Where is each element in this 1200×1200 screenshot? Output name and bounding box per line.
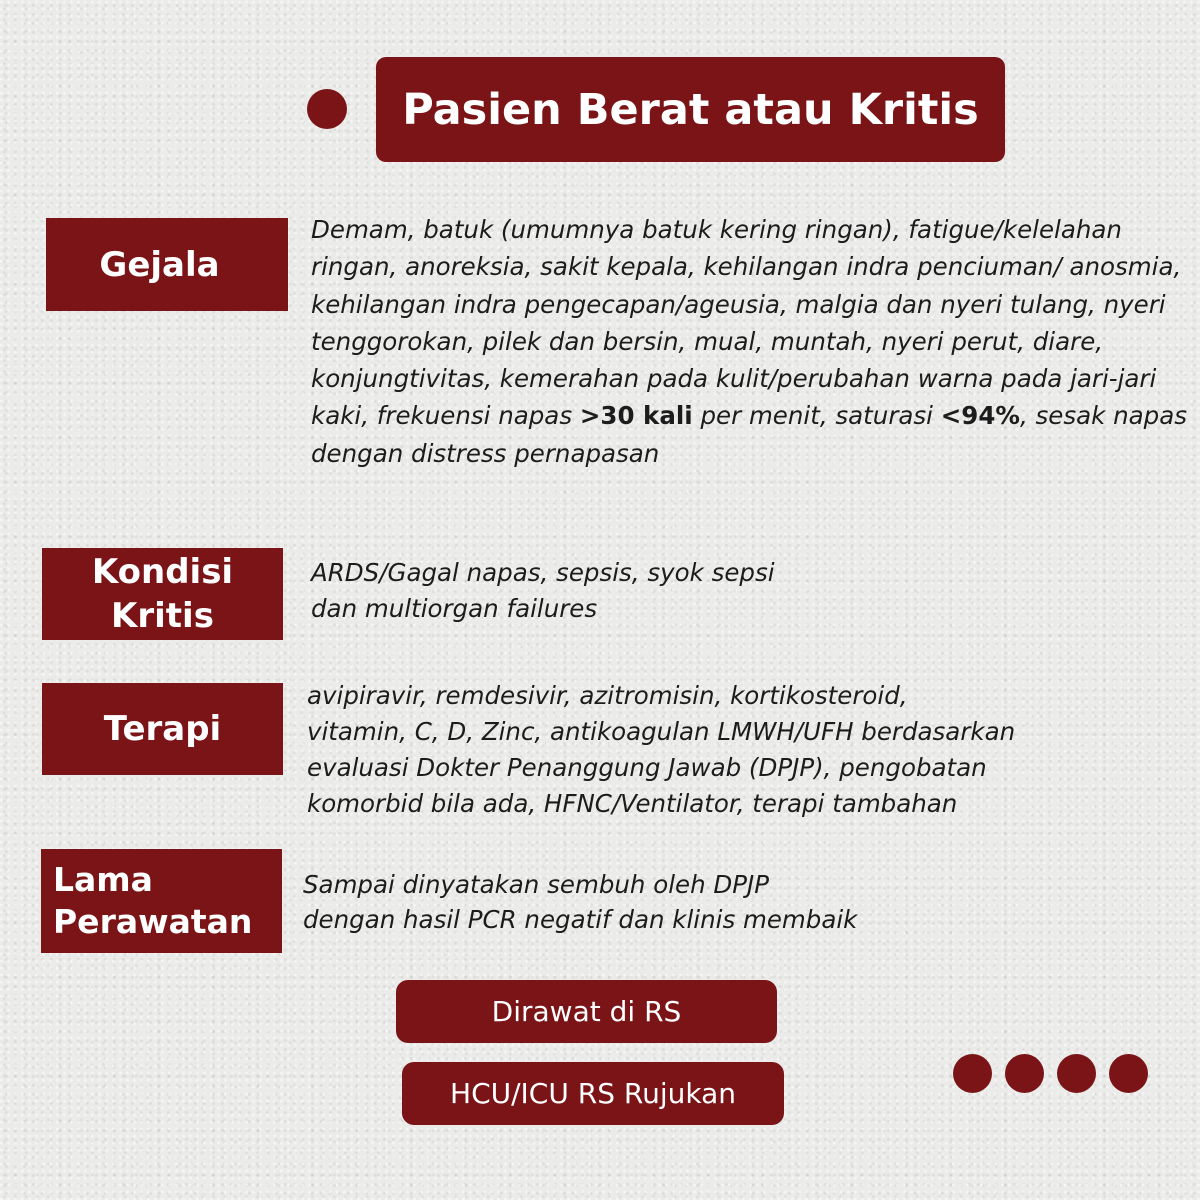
title-dot-decoration [307,89,347,129]
label-terapi-text: Terapi [103,709,222,749]
gejala-text-part2: per menit, saturasi [692,401,941,431]
kondisi-line2: dan multiorgan failures [311,594,598,623]
label-gejala [46,218,288,311]
hcu-icu-pill: HCU/ICU RS Rujukan [402,1062,784,1125]
terapi-line1: avipiravir, remdesivir, azitromisin, kortikosteroid, [307,681,908,710]
decorative-dots [953,1054,1148,1093]
label-terapi [42,683,283,775]
lama-line1: Sampai dinyatakan sembuh oleh DPJP [303,870,770,899]
label-lama-line1: Lama [53,860,153,899]
gejala-respiratory-rate: >30 kali [579,401,693,431]
lama-line2: dengan hasil PCR negatif dan klinis membaik [303,905,858,934]
terapi-line3: evaluasi Dokter Penanggung Jawab (DPJP), pengobatan [307,753,987,782]
page-title: Pasien Berat atau Kritis [376,57,1005,162]
dot-decoration [1057,1054,1096,1093]
lama-perawatan-description [303,867,1183,937]
terapi-description [307,678,1187,822]
gejala-description [311,211,1191,472]
kondisi-kritis-description [311,555,1011,627]
terapi-line2: vitamin, C, D, Zinc, antikoagulan LMWH/UFH berdasarkan [307,717,1016,746]
label-kondisi-kritis [42,548,283,640]
label-lama-line2: Perawatan [53,902,253,941]
label-kondisi-line1: Kondisi [91,552,234,592]
dot-decoration [953,1054,992,1093]
gejala-text-part1: Demam, batuk (umumnya batuk kering ringan), fatigue/kelelahan ringan, anoreksia, sakit kepala, kehilangan indra penciuman/ anosmia, kehilangan indra pengecapan/ageusia, malgia dan nyeri tulang, nyeri tenggorokan, pilek dan bersin, mual, muntah, nyeri perut, diare, konjungtivitas, kemerahan pada kulit/perubahan warna pada jari-jari kaki, frekuensi napas [311,215,1182,431]
dot-decoration [1005,1054,1044,1093]
terapi-line4: komorbid bila ada, HFNC/Ventilator, terapi tambahan [307,789,958,818]
label-gejala-text: Gejala [99,244,220,285]
gejala-saturation: <94% [940,401,1020,431]
dot-decoration [1109,1054,1148,1093]
dirawat-di-rs-pill: Dirawat di RS [396,980,777,1043]
kondisi-line1: ARDS/Gagal napas, sepsis, syok sepsi [311,558,775,587]
label-lama-perawatan [41,849,282,953]
label-kondisi-line2: Kritis [111,596,214,636]
gejala-text-part3: , sesak napas dengan distress pernapasan [311,401,1187,468]
